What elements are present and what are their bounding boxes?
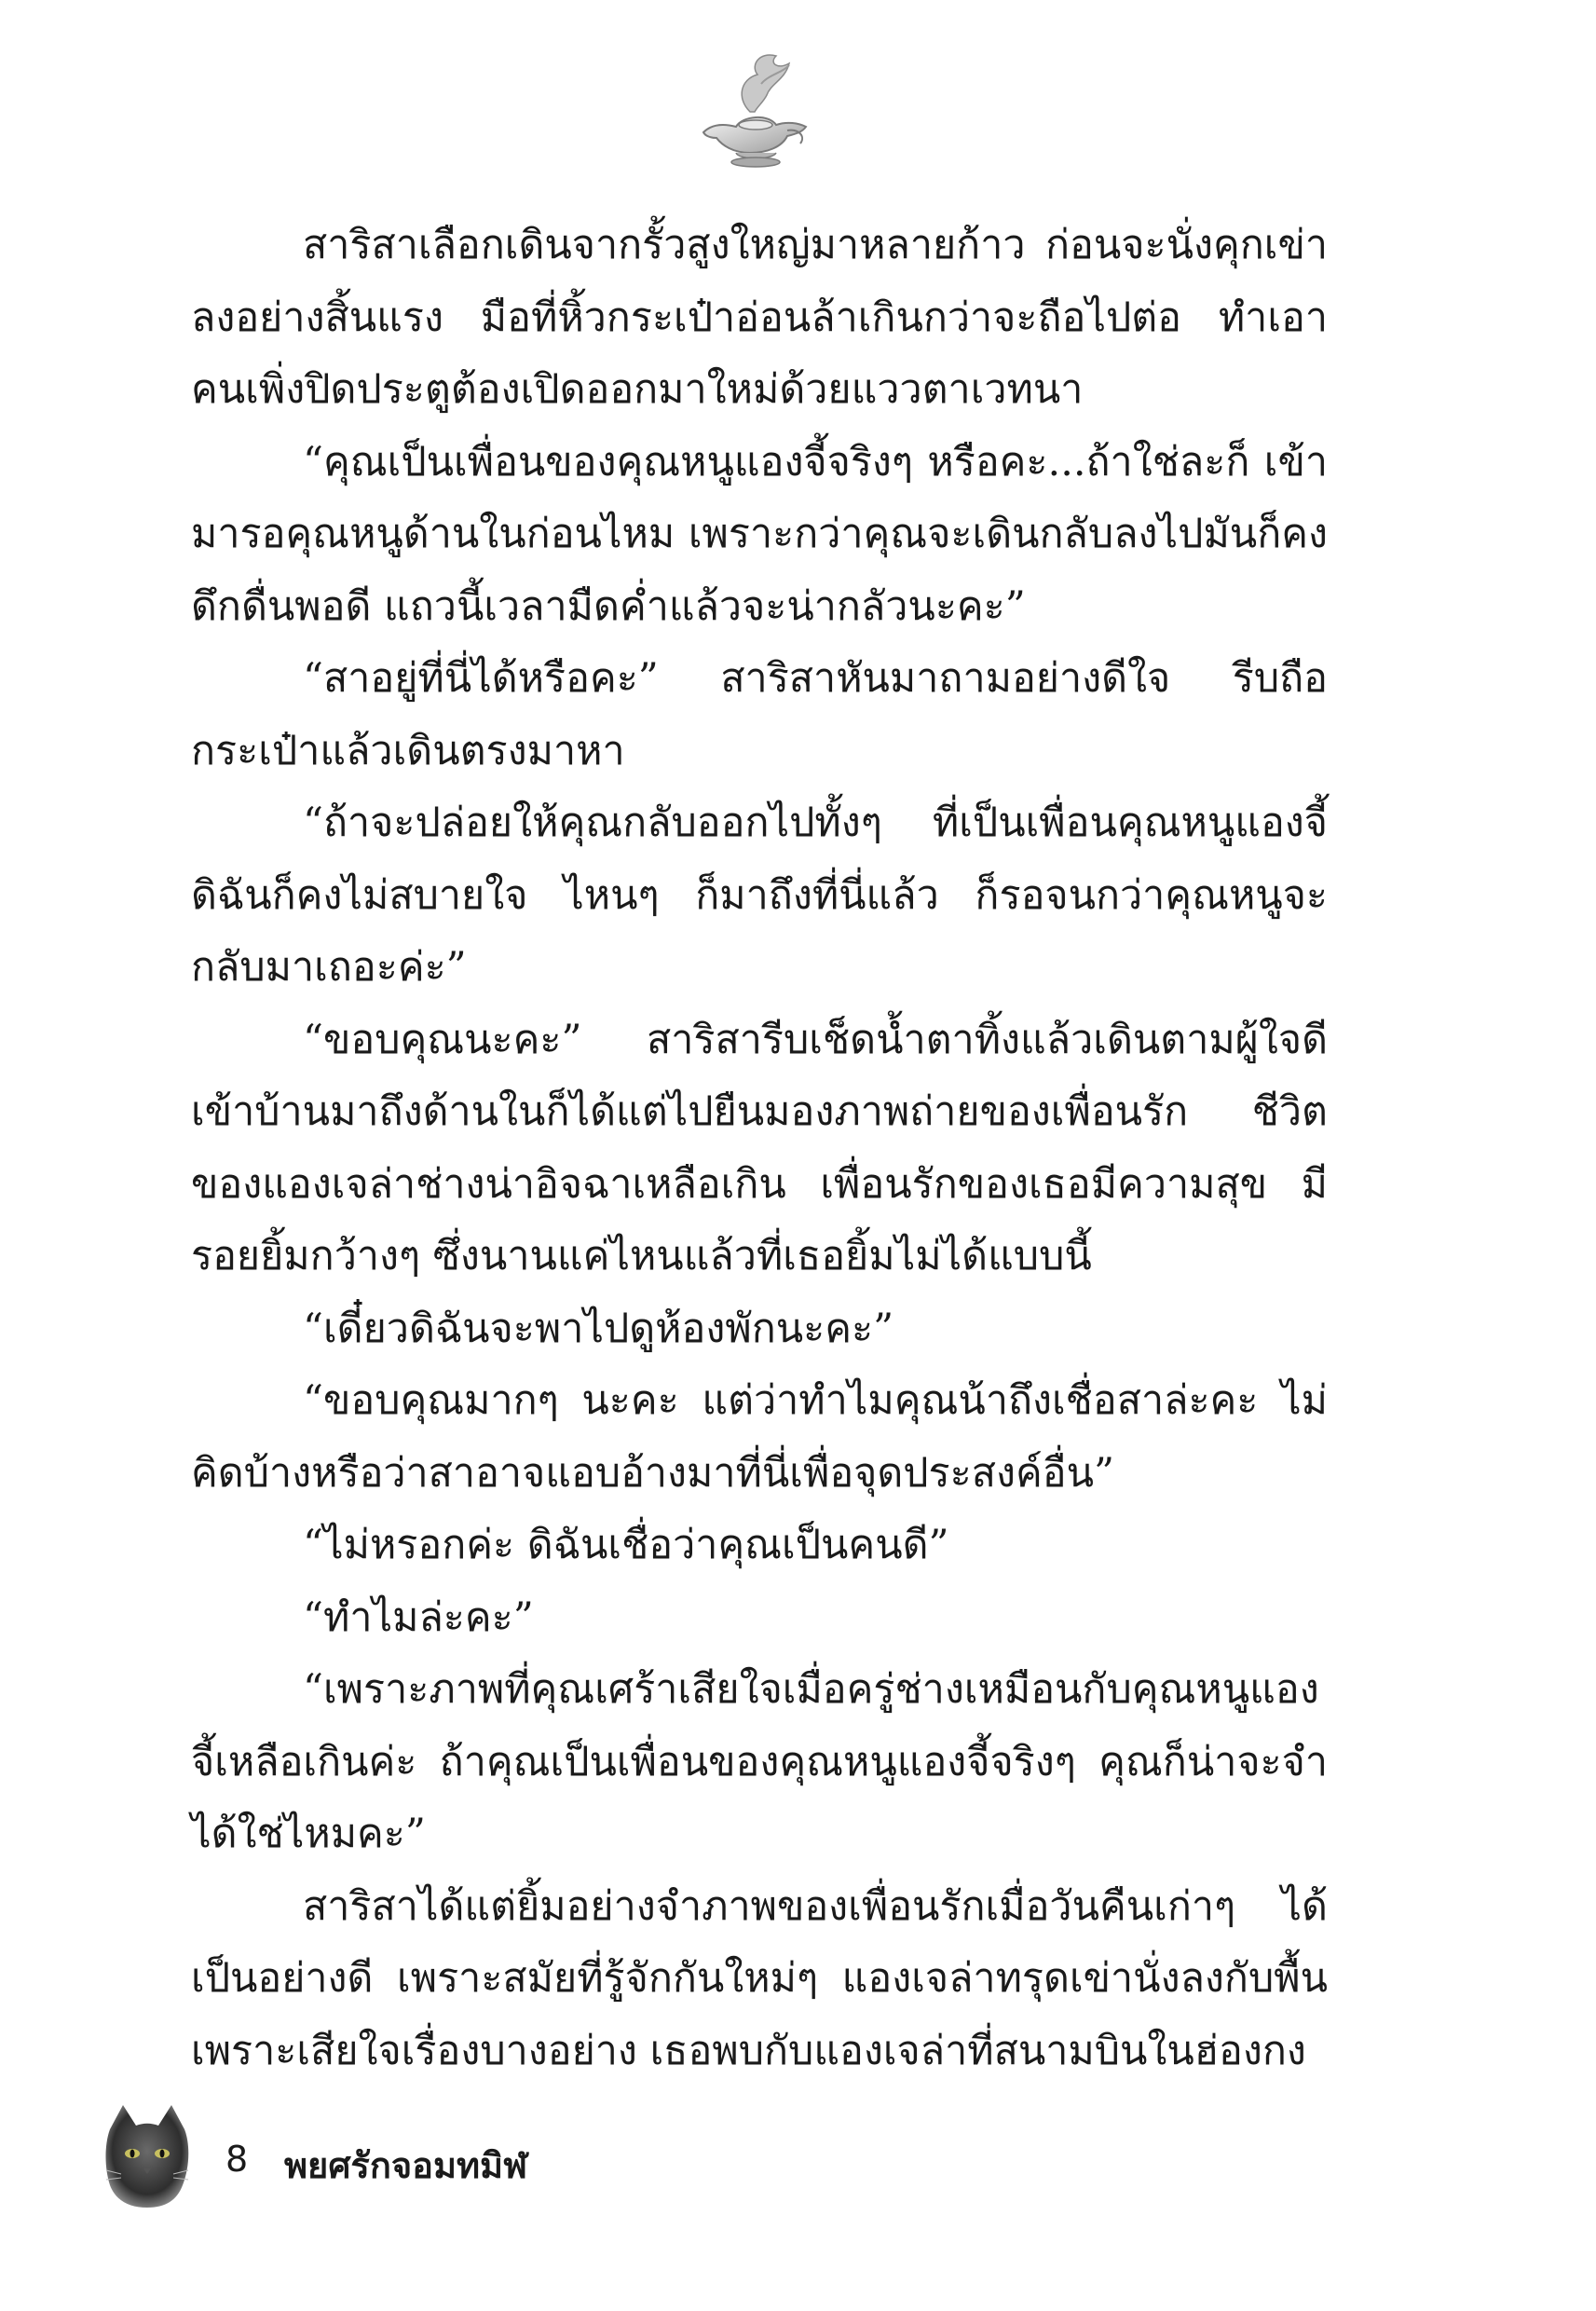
- paragraph: สาริสาเลือกเดินจากรั้วสูงใหญ่มาหลายก้าว ก่อนจะนั่งคุกเข่าลงอย่างสิ้นแรง มือที่หิ้วกระเป๋าอ่อนล้าเกินกว่าจะถือไปต่อ ทำเอาคนเพิ่งปิดประตูต้องเปิดออกมาใหม่ด้วยแววตาเวทนา: [191, 222, 1328, 413]
- paragraph: “เดี๋ยวดิฉันจะพาไปดูห้องพักนะคะ”: [303, 1305, 894, 1352]
- paragraph: “ถ้าจะปล่อยให้คุณกลับออกไปทั้งๆ ที่เป็นเพื่อนคุณหนูแองจี้ดิฉันก็คงไม่สบายใจ ไหนๆ ก็มาถึงที่นี่แล้ว ก็รอจนกว่าคุณหนูจะกลับมาเถอะค่ะ”: [191, 800, 1328, 991]
- cat-photo-icon: [102, 2101, 191, 2208]
- paragraph: สาริสาได้แต่ยิ้มอย่างจำภาพของเพื่อนรักเมื่อวันคืนเก่าๆ ได้เป็นอย่างดี เพราะสมัยที่รู้จักกันใหม่ๆ แองเจล่าทรุดเข่านั่งลงกับพื้นเพราะเสียใจเรื่องบางอย่าง เธอพบกับแองเจล่าที่สนามบินในฮ่องกง: [191, 1882, 1328, 2074]
- page-number: 8: [225, 2139, 249, 2180]
- genie-lamp-icon: [685, 47, 825, 177]
- paragraph: “เพราะภาพที่คุณเศร้าเสียใจเมื่อครู่ช่างเหมือนกับคุณหนูแองจี้เหลือเกินค่ะ ถ้าคุณเป็นเพื่อนของคุณหนูแองจี้จริงๆ คุณก็น่าจะจำได้ใช่ไหมคะ”: [191, 1666, 1328, 1857]
- book-title: พยศรักจอมทมิฬ: [284, 2145, 528, 2186]
- paragraph: “สาอยู่ที่นี่ได้หรือคะ” สาริสาหันมาถามอย่างดีใจ รีบถือกระเป๋าแล้วเดินตรงมาหา: [191, 655, 1328, 774]
- paragraph: “ทำไมล่ะคะ”: [303, 1593, 534, 1641]
- paragraph: “คุณเป็นเพื่อนของคุณหนูแองจี้จริงๆ หรือคะ...ถ้าใช่ละก็ เข้ามารอคุณหนูด้านในก่อนไหม เพราะกว่าคุณจะเดินกลับลงไปมันก็คงดึกดื่นพอดี แถวนี้เวลามืดค่ำแล้วจะน่ากลัวนะคะ”: [191, 438, 1328, 630]
- paragraph: “ขอบคุณนะคะ” สาริสารีบเช็ดน้ำตาทิ้งแล้วเดินตามผู้ใจดีเข้าบ้านมาถึงด้านในก็ได้แต่ไปยืนมองภาพถ่ายของเพื่อนรัก ชีวิตของแองเจล่าช่างน่าอิจฉาเหลือเกิน เพื่อนรักของเธอมีความสุข มีรอยยิ้มกว้างๆ ซึ่งนานแค่ไหนแล้วที่เธอยิ้มไม่ได้แบบนี้: [191, 1016, 1328, 1279]
- paragraph: “ขอบคุณมากๆ นะคะ แต่ว่าทำไมคุณน้าถึงเชื่อสาล่ะคะ ไม่คิดบ้างหรือว่าสาอาจแอบอ้างมาที่นี่เพื่อจุดประสงค์อื่น”: [191, 1377, 1328, 1497]
- body-text: [191, 210, 1328, 2087]
- paragraph: “ไม่หรอกค่ะ ดิฉันเชื่อว่าคุณเป็นคนดี”: [303, 1522, 949, 1568]
- page-footer: [102, 2101, 848, 2213]
